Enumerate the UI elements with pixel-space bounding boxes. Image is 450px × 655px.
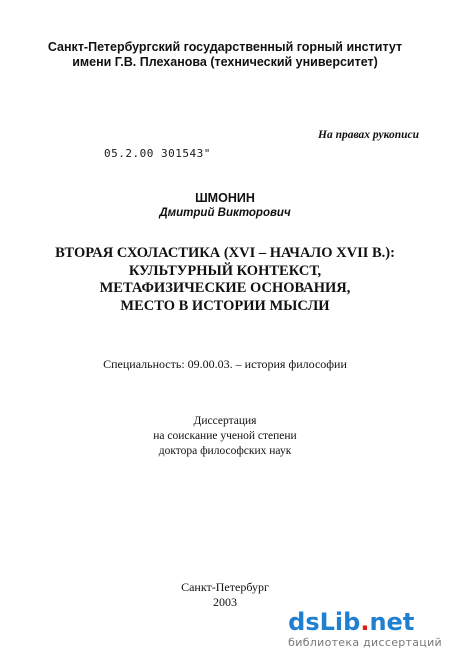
author-surname: ШМОНИН [195, 191, 255, 205]
city: Санкт-Петербург [181, 580, 269, 594]
title-line-4: МЕСТО В ИСТОРИИ МЫСЛИ [120, 297, 330, 314]
author-name: Дмитрий Викторович [159, 207, 291, 219]
diss-line-3: доктора философских наук [158, 445, 292, 457]
institution-header [0, 40, 450, 70]
diss-line-2: на соискание ученой степени [153, 430, 297, 442]
watermark-subtitle: библиотека диссертаций [288, 636, 442, 649]
title-line-2: КУЛЬТУРНЫЙ КОНТЕКСТ, [128, 262, 322, 279]
place-and-year [0, 580, 450, 610]
institution-line-2: имени Г.В. Плеханова (технический университет) [72, 55, 378, 69]
dslib-watermark [288, 610, 442, 649]
title-line-3: МЕТАФИЗИЧЕСКИЕ ОСНОВАНИЯ, [99, 280, 351, 296]
diss-line-1: Диссертация [193, 415, 257, 427]
library-stamp: 05.2.00 301543" [104, 147, 211, 160]
dslib-logo: dsLib.net [288, 608, 415, 636]
rights-note: На правах рукописи [318, 129, 420, 141]
title-line-1: ВТОРАЯ СХОЛАСТИКА (XVI – НАЧАЛО XVII В.): [55, 245, 395, 261]
dissertation-type [0, 414, 450, 459]
dissertation-title [0, 245, 450, 315]
year: 2003 [213, 595, 237, 609]
institution-line-1: Санкт-Петербургский государственный горный институт [47, 40, 403, 54]
specialty-line: Специальность: 09.00.03. – история философии [103, 357, 347, 371]
